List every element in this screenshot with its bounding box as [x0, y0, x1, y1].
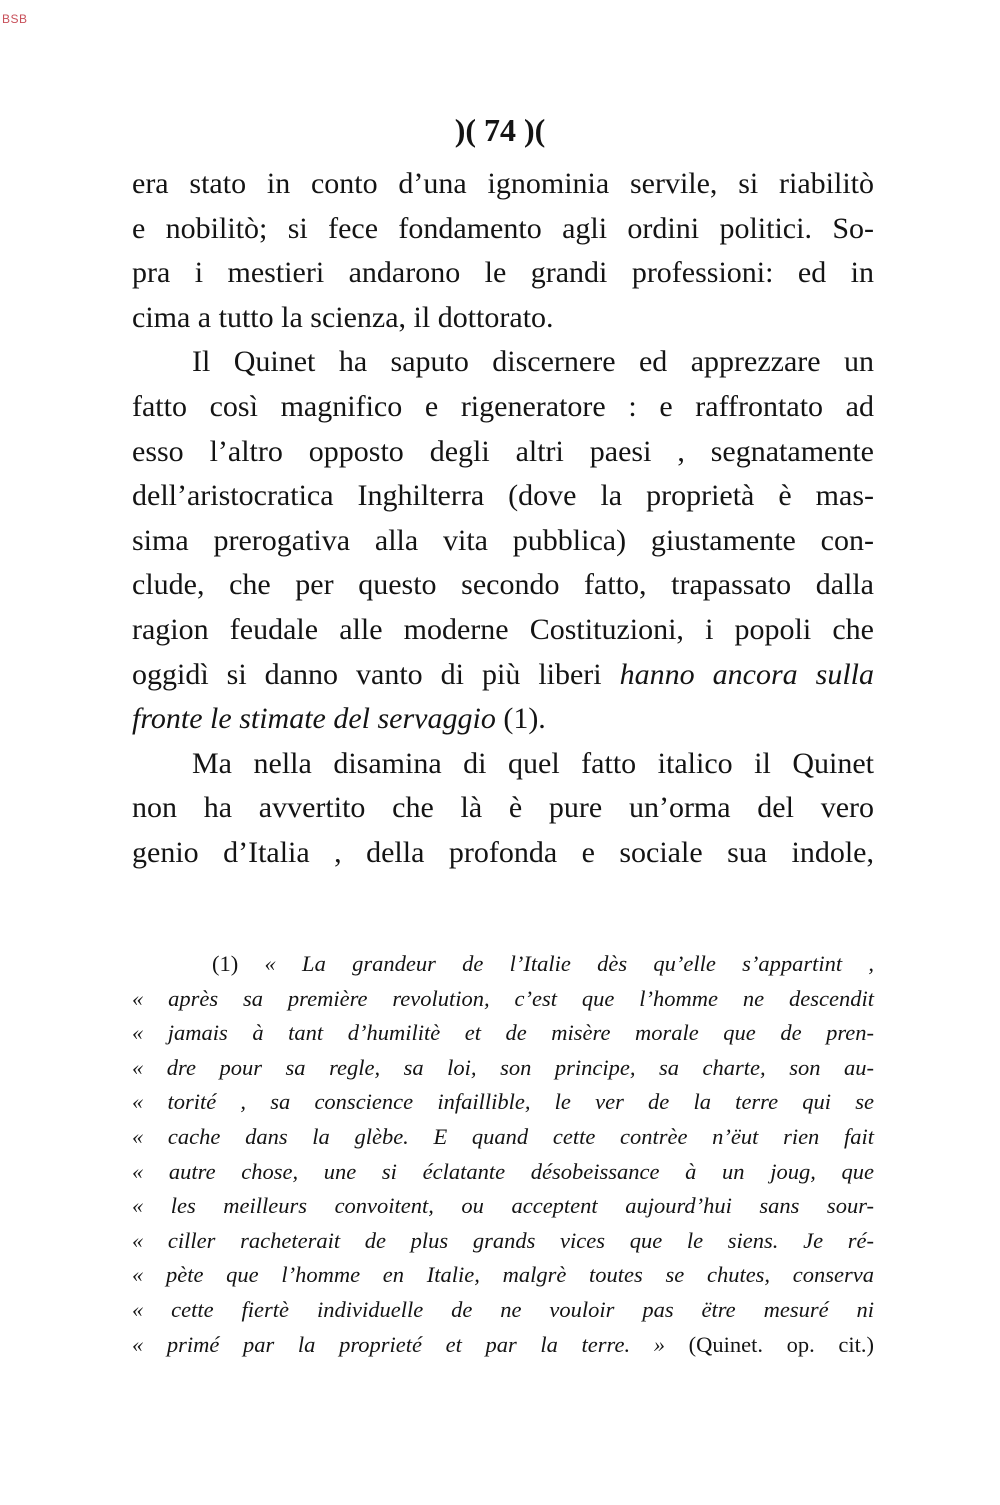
footnote-line: « pète que l’homme en Italie, malgrè toutes se chutes, conserva	[132, 1262, 874, 1288]
text-line: pra i mestieri andarono le grandi professioni: ed in	[132, 256, 874, 290]
text-line: e nobilitò; si fece fondamento agli ordini politici. So-	[132, 211, 874, 245]
main-text	[132, 162, 874, 876]
italic-segment: hanno ancora sulla	[619, 657, 874, 691]
footnote-citation: (Quinet. op. cit.)	[688, 1331, 874, 1357]
page-number: )( 74 )(	[454, 112, 546, 148]
text-line: fatto così magnifico e rigeneratore : e raffrontato ad	[132, 389, 874, 423]
footnote-marker: (1)	[212, 951, 239, 976]
text-line: cima a tutto la scienza, il dottorato.	[132, 300, 554, 334]
text-line	[132, 697, 874, 742]
footnote-reference: (1).	[503, 702, 546, 736]
text-line: genio d’Italia , della profonda e sociale sua indole,	[132, 835, 874, 869]
footnote-line	[132, 947, 874, 982]
footnote-line: « autre chose, une si éclatante désobeissance à un joug, que	[132, 1158, 874, 1184]
text-line: era stato in conto d’una ignominia servile, si riabilitò	[132, 167, 874, 200]
text-line: clude, che per questo secondo fatto, trapassato dalla	[132, 568, 874, 602]
footnote-line: « après sa première revolution, c’est que l’homme ne descendit	[132, 985, 874, 1011]
footnote-line: « torité , sa conscience infaillible, le ver de la terre qui se	[132, 1089, 874, 1115]
text-line: sima prerogativa alla vita pubblica) giustamente con-	[132, 523, 874, 557]
text-line: esso l’altro opposto degli altri paesi , segnatamente	[132, 434, 874, 468]
text-line: Ma nella disamina di quel fatto italico il Quinet	[192, 746, 874, 780]
italic-segment: fronte le stimate del servaggio	[132, 702, 496, 736]
footnote-text: « primé par la proprieté et par la terre. »	[132, 1331, 665, 1357]
text-line: Il Quinet ha saputo discernere ed apprezzare un	[192, 345, 874, 379]
library-watermark: BSB	[2, 12, 28, 26]
text-line: non ha avvertito che là è pure un’orma del vero	[132, 791, 874, 825]
footnote-line: « les meilleurs convoitent, ou acceptent aujourd’hui sans sour-	[132, 1193, 874, 1219]
text-segment: oggidì si danno vanto di più liberi	[132, 657, 602, 691]
footnote-text: « La grandeur de l’Italie dès qu’elle s’appartint ,	[264, 951, 875, 976]
footnote-line: « jamais à tant d’humilitè et de misère morale que de pren-	[132, 1020, 874, 1046]
footnote-line: « dre pour sa regle, sa loi, son principe, sa charte, son au-	[132, 1054, 874, 1080]
text-line	[132, 653, 874, 698]
text-line: dell’aristocratica Inghilterra (dove la proprietà è mas-	[132, 479, 874, 513]
text-line: ragion feudale alle moderne Costituzioni, i popoli che	[132, 612, 874, 646]
footnote-line	[132, 1328, 874, 1363]
footnote-line: « cette fiertè individuelle de ne vouloir pas ëtre mesuré ni	[132, 1296, 874, 1322]
footnote-line: « cache dans la glèbe. E quand cette contrèe n’ëut rien fait	[132, 1123, 874, 1149]
footnote	[132, 947, 874, 1362]
footnote-line: « ciller racheterait de plus grands vices que le siens. Je ré-	[132, 1227, 874, 1253]
